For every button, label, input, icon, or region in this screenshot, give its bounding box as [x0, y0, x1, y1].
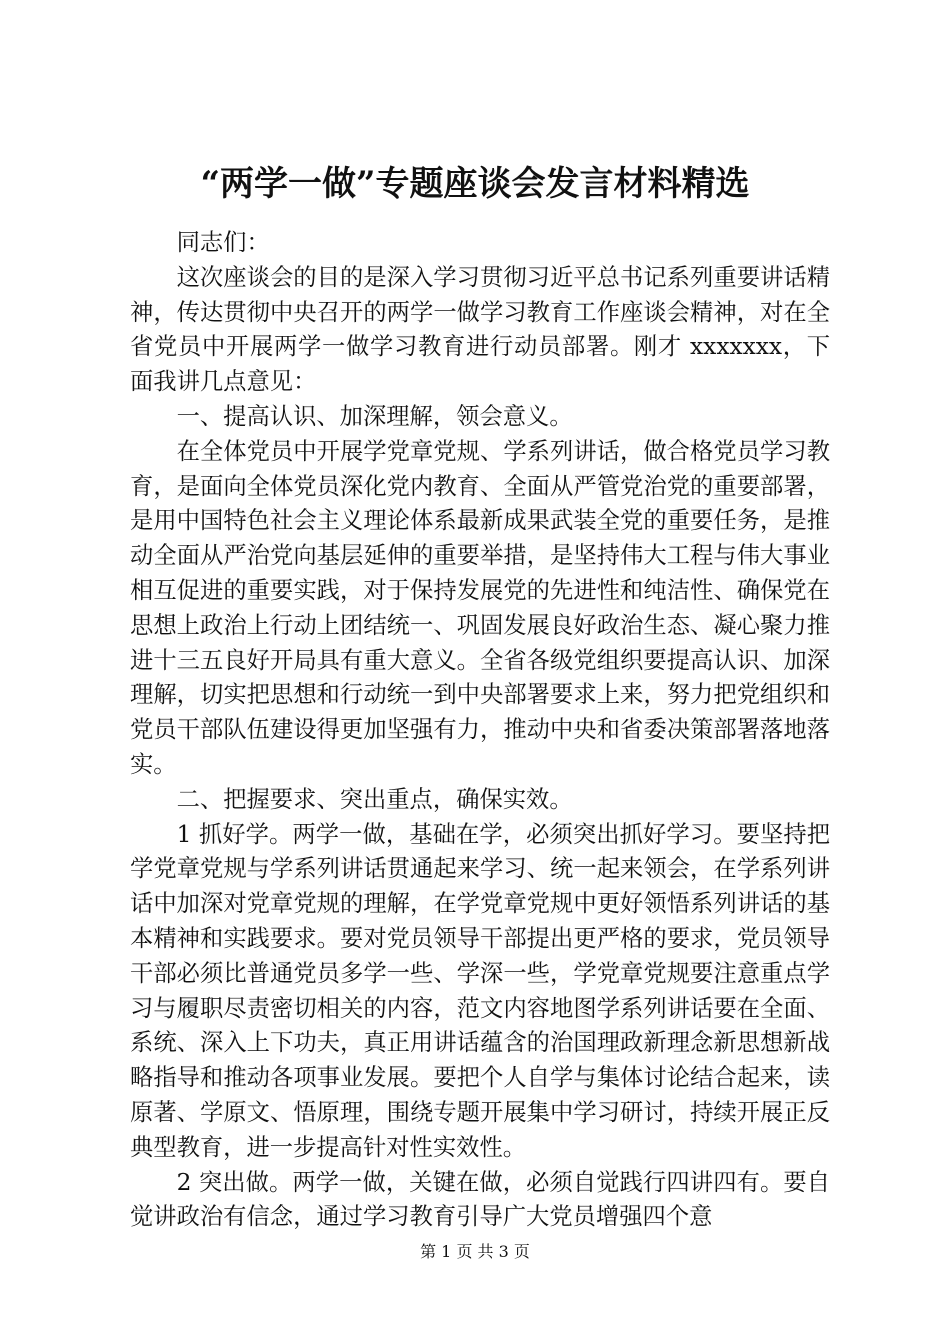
paragraph-intro: 这次座谈会的目的是深入学习贯彻习近平总书记系列重要讲话精神，传达贯彻中央召开的两学一做学习教育工作座谈会精神，对在全省党员中开展两学一做学习教育进行动员部署。刚才 xxxxxxx，下面我讲几点意见： [130, 263, 830, 396]
page-footer: 第 1 页 共 3 页 [420, 1242, 530, 1261]
section-heading-1: 一、提高认识、加深理解，领会意义。 [176, 402, 573, 430]
document-body [130, 226, 830, 1235]
paragraph-section-1: 在全体党员中开展学党章党规、学系列讲话，做合格党员学习教育，是面向全体党员深化党内教育、全面从严管党治党的重要部署，是用中国特色社会主义理论体系最新成果武装全党的重要任务，是推动全面从严治党向基层延伸的重要举措，是坚持伟大工程与伟大事业相互促进的重要实践，对于保持发展党的先进性和纯洁性、确保党在思想上政治上行动上团结统一、巩固发展良好政治生态、凝心聚力推进十三五良好开局具有重大意义。全省各级党组织要提高认识、加深理解，切实把思想和行动统一到中央部署要求上来，努力把党组织和党员干部队伍建设得更加坚强有力，推动中央和省委决策部署落地落实。 [130, 437, 830, 778]
document-title: “两学一做”专题座谈会发言材料精选 [200, 164, 750, 204]
paragraph-salutation: 同志们： [176, 229, 270, 256]
section-heading-2: 二、把握要求、突出重点，确保实效。 [176, 785, 573, 813]
paragraph-point-2: 2 突出做。两学一做，关键在做，必须自觉践行四讲四有。要自觉讲政治有信念，通过学习教育引导广大党员增强四个意 [130, 1168, 830, 1231]
paragraph-point-1: 1 抓好学。两学一做，基础在学，必须突出抓好学习。要坚持把学党章党规与学系列讲话贯通起来学习、统一起来领会，在学系列讲话中加深对党章党规的理解，在学党章党规中更好领悟系列讲话的基本精神和实践要求。要对党员领导干部提出更严格的要求，党员领导干部必须比普通党员多学一些、学深一些，学党章党规要注意重点学习与履职尽责密切相关的内容，范文内容地图学系列讲话要在全面、系统、深入上下功夫，真正用讲话蕴含的治国理政新理念新思想新战略指导和推动各项事业发展。要把个人自学与集体讨论结合起来，读原著、学原文、悟原理，围绕专题开展集中学习研讨，持续开展正反典型教育，进一步提高针对性实效性。 [130, 820, 830, 1161]
